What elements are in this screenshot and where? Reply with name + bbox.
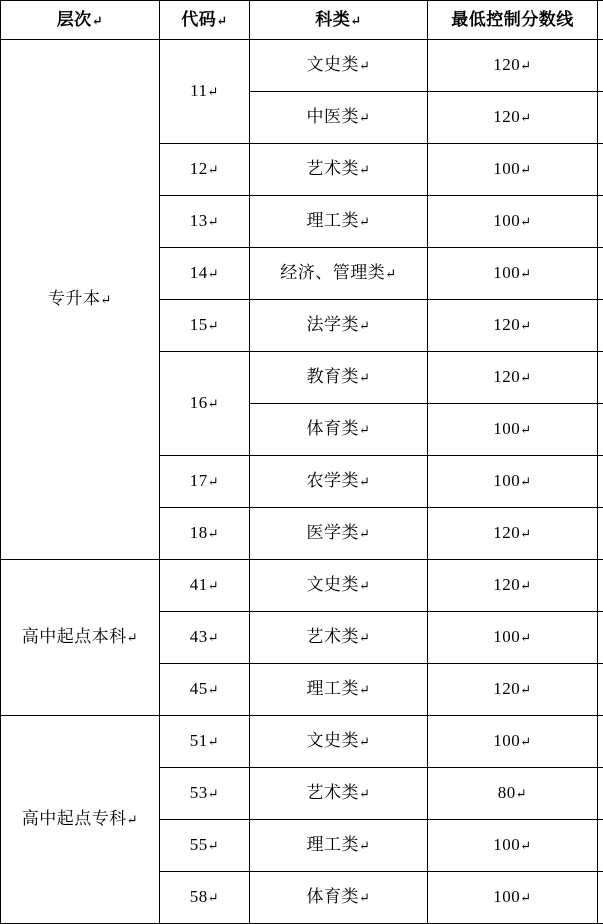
column-header-category: 科类↵	[250, 1, 428, 40]
margin-cell	[598, 612, 603, 664]
pilcrow-mark: ↵	[520, 630, 531, 645]
code-cell: 45↵	[160, 664, 250, 716]
category-cell: 理工类↵	[250, 196, 428, 248]
code-cell: 41↵	[160, 560, 250, 612]
margin-cell	[598, 144, 603, 196]
code-cell: 58↵	[160, 872, 250, 924]
pilcrow-mark: ↵	[359, 734, 370, 749]
category-cell: 理工类↵	[250, 664, 428, 716]
level-cell: 专升本↵	[1, 40, 160, 560]
pilcrow-mark: ↵	[207, 84, 218, 99]
margin-cell	[598, 300, 603, 352]
margin-cell	[598, 716, 603, 768]
code-cell: 53↵	[160, 768, 250, 820]
pilcrow-mark: ↵	[520, 162, 531, 177]
pilcrow-mark: ↵	[359, 422, 370, 437]
pilcrow-mark: ↵	[101, 292, 112, 307]
category-cell: 法学类↵	[250, 300, 428, 352]
margin-cell	[598, 508, 603, 560]
score-cell: 120↵	[428, 300, 598, 352]
margin-cell	[598, 196, 603, 248]
category-cell: 艺术类↵	[250, 768, 428, 820]
category-cell: 经济、管理类↵	[250, 248, 428, 300]
margin-cell	[598, 872, 603, 924]
score-cell: 120↵	[428, 352, 598, 404]
pilcrow-mark: ↵	[359, 526, 370, 541]
pilcrow-mark: ↵	[520, 422, 531, 437]
category-cell: 体育类↵	[250, 872, 428, 924]
pilcrow-mark: ↵	[520, 110, 531, 125]
pilcrow-mark: ↵	[520, 474, 531, 489]
pilcrow-mark: ↵	[359, 474, 370, 489]
score-cell: 100↵	[428, 612, 598, 664]
score-cell: 120↵	[428, 560, 598, 612]
pilcrow-mark: ↵	[208, 838, 219, 853]
category-cell: 文史类↵	[250, 560, 428, 612]
pilcrow-mark: ↵	[359, 370, 370, 385]
category-cell: 文史类↵	[250, 40, 428, 92]
category-cell: 医学类↵	[250, 508, 428, 560]
code-cell: 13↵	[160, 196, 250, 248]
table-row	[1, 716, 603, 768]
pilcrow-mark: ↵	[520, 682, 531, 697]
pilcrow-mark: ↵	[359, 630, 370, 645]
pilcrow-mark: ↵	[208, 734, 219, 749]
category-cell: 理工类↵	[250, 820, 428, 872]
category-cell: 农学类↵	[250, 456, 428, 508]
pilcrow-mark: ↵	[208, 266, 219, 281]
margin-cell	[598, 352, 603, 404]
pilcrow-mark: ↵	[208, 890, 219, 905]
pilcrow-mark: ↵	[127, 812, 138, 827]
code-cell: 43↵	[160, 612, 250, 664]
code-cell: 17↵	[160, 456, 250, 508]
pilcrow-mark: ↵	[208, 630, 219, 645]
table-header	[1, 1, 603, 40]
score-cell: 120↵	[428, 664, 598, 716]
margin-cell	[598, 456, 603, 508]
pilcrow-mark: ↵	[208, 474, 219, 489]
pilcrow-mark: ↵	[92, 13, 103, 28]
margin-cell	[598, 404, 603, 456]
score-cell: 120↵	[428, 92, 598, 144]
margin-cell	[598, 768, 603, 820]
category-cell: 体育类↵	[250, 404, 428, 456]
pilcrow-mark: ↵	[520, 370, 531, 385]
code-cell: 11↵	[160, 40, 250, 144]
score-cell: 100↵	[428, 248, 598, 300]
pilcrow-mark: ↵	[208, 396, 219, 411]
table-header-row	[1, 1, 603, 40]
pilcrow-mark: ↵	[359, 318, 370, 333]
score-cell: 100↵	[428, 820, 598, 872]
pilcrow-mark: ↵	[208, 318, 219, 333]
pilcrow-mark: ↵	[359, 162, 370, 177]
score-cell: 100↵	[428, 196, 598, 248]
margin-cell	[598, 560, 603, 612]
margin-cell	[598, 40, 603, 92]
column-header-level: 层次↵	[1, 1, 160, 40]
pilcrow-mark: ↵	[520, 890, 531, 905]
score-cell: 120↵	[428, 508, 598, 560]
pilcrow-mark: ↵	[359, 214, 370, 229]
margin-cell	[598, 92, 603, 144]
score-cell: 80↵	[428, 768, 598, 820]
pilcrow-mark: ↵	[350, 13, 361, 28]
pilcrow-mark: ↵	[127, 630, 138, 645]
column-header-minimum-score: 最低控制分数线	[428, 1, 598, 40]
code-cell: 51↵	[160, 716, 250, 768]
margin-cell	[598, 820, 603, 872]
pilcrow-mark: ↵	[359, 578, 370, 593]
pilcrow-mark: ↵	[520, 578, 531, 593]
level-cell: 高中起点专科↵	[1, 716, 160, 924]
pilcrow-mark: ↵	[516, 786, 527, 801]
column-header-code: 代码↵	[160, 1, 250, 40]
pilcrow-mark: ↵	[359, 58, 370, 73]
score-cell: 100↵	[428, 716, 598, 768]
pilcrow-mark: ↵	[520, 58, 531, 73]
score-cell: 100↵	[428, 404, 598, 456]
score-cell: 100↵	[428, 872, 598, 924]
table-body	[1, 40, 603, 924]
level-cell: 高中起点本科↵	[1, 560, 160, 716]
pilcrow-mark: ↵	[359, 110, 370, 125]
code-cell: 15↵	[160, 300, 250, 352]
category-cell: 中医类↵	[250, 92, 428, 144]
pilcrow-mark: ↵	[385, 266, 396, 281]
category-cell: 艺术类↵	[250, 612, 428, 664]
pilcrow-mark: ↵	[359, 786, 370, 801]
pilcrow-mark: ↵	[208, 682, 219, 697]
pilcrow-mark: ↵	[208, 214, 219, 229]
pilcrow-mark: ↵	[520, 734, 531, 749]
margin-cell	[598, 248, 603, 300]
pilcrow-mark: ↵	[359, 890, 370, 905]
margin-cell	[598, 664, 603, 716]
pilcrow-mark: ↵	[520, 526, 531, 541]
pilcrow-mark: ↵	[520, 266, 531, 281]
pilcrow-mark: ↵	[208, 786, 219, 801]
code-cell: 18↵	[160, 508, 250, 560]
category-cell: 艺术类↵	[250, 144, 428, 196]
score-cell: 100↵	[428, 144, 598, 196]
pilcrow-mark: ↵	[208, 578, 219, 593]
pilcrow-mark: ↵	[520, 838, 531, 853]
column-header-margin	[598, 1, 603, 40]
pilcrow-mark: ↵	[216, 13, 227, 28]
pilcrow-mark: ↵	[520, 214, 531, 229]
table-row	[1, 560, 603, 612]
code-cell: 12↵	[160, 144, 250, 196]
code-cell: 16↵	[160, 352, 250, 456]
code-cell: 14↵	[160, 248, 250, 300]
pilcrow-mark: ↵	[359, 838, 370, 853]
score-cell: 120↵	[428, 40, 598, 92]
pilcrow-mark: ↵	[359, 682, 370, 697]
pilcrow-mark: ↵	[208, 162, 219, 177]
score-cell: 100↵	[428, 456, 598, 508]
table-row	[1, 40, 603, 92]
category-cell: 教育类↵	[250, 352, 428, 404]
code-cell: 55↵	[160, 820, 250, 872]
pilcrow-mark: ↵	[208, 526, 219, 541]
category-cell: 文史类↵	[250, 716, 428, 768]
pilcrow-mark: ↵	[520, 318, 531, 333]
